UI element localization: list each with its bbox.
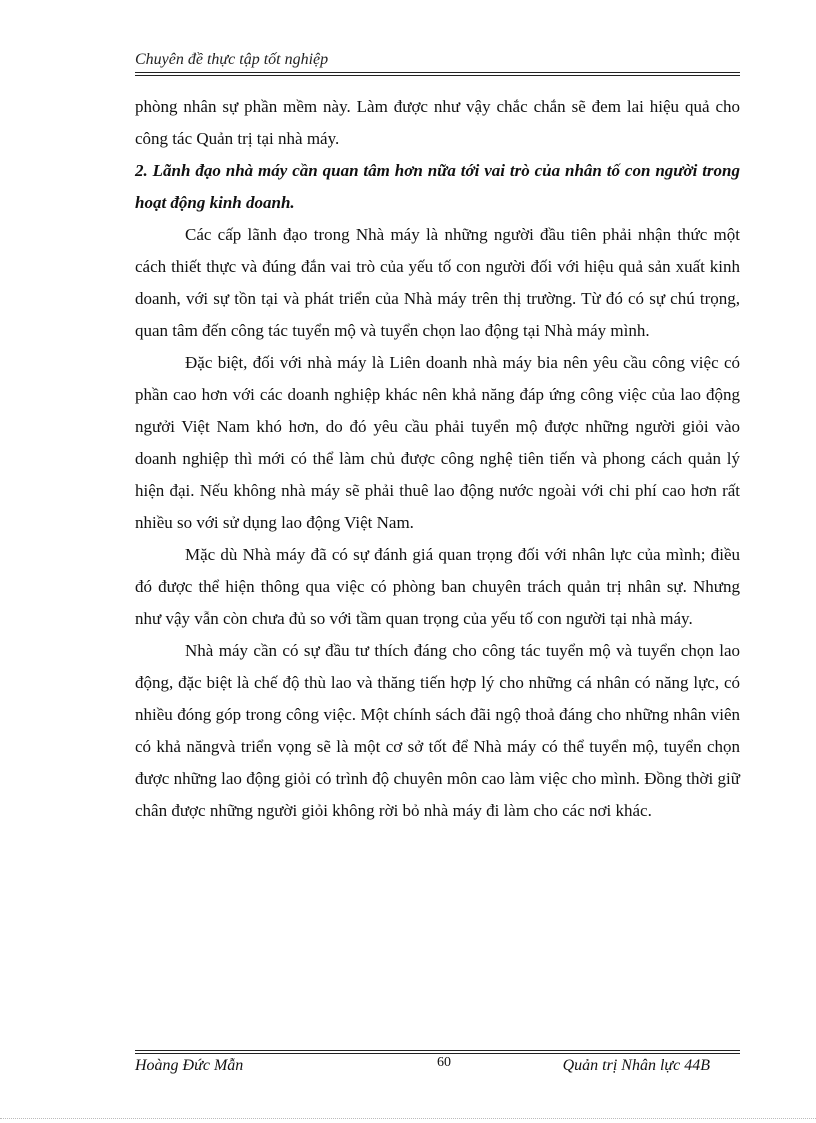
paragraph: Đặc biệt, đối với nhà máy là Liên doanh nhà máy bia nên yêu cầu công việc có phần cao hơn với các doanh nghiệp khác nên khả năng đáp ứng công việc của lao động ngưởi Việt Nam khó hơn, do đó yêu cầu phải tuyển mộ được những người giỏi vào doanh nghiệp thì mới có thể làm chủ được công nghệ tiên tiến và phong cách quản lý hiện đại. Nếu không nhà máy sẽ phải thuê lao động nước ngoài với chi phí cao hơn rất nhiều so với sử dụng lao động Việt Nam. [135, 353, 740, 532]
document-body [135, 91, 740, 827]
header-rule [135, 72, 740, 76]
paragraph-continued: phòng nhân sự phần mềm này. Làm được như vậy chắc chắn sẽ đem lai hiệu quả cho công tác Quản trị tại nhà máy. [135, 97, 740, 148]
footer-course: Quản trị Nhân lực 44B [562, 1057, 710, 1074]
page-footer [135, 1050, 740, 1079]
paragraph: Các cấp lãnh đạo trong Nhà máy là những người đầu tiên phải nhận thức một cách thiết thực và đúng đắn vai trò của yếu tố con người đối với hiệu quả sản xuất kinh doanh, với sự tồn tại và phát triển của Nhà máy trên thị trường. Từ đó có sự chú trọng, quan tâm đến công tác tuyển mộ và tuyển chọn lao động tại Nhà máy mình. [135, 225, 740, 340]
header-title: Chuyên đề thực tập tốt nghiệp [135, 51, 329, 68]
paragraph: Mặc dù Nhà máy đã có sự đánh giá quan trọng đối với nhân lực của mình; điều đó được thể hiện thông qua việc có phòng ban chuyên trách quản trị nhân sự. Nhưng như vậy vẫn còn chưa đủ so với tầm quan trọng của yếu tố con người tại nhà máy. [135, 545, 740, 628]
footer-author: Hoàng Đức Mẫn [135, 1057, 244, 1074]
section-heading: 2. Lãnh đạo nhà máy cần quan tâm hơn nữa tới vai trò của nhân tố con người trong hoạt động kinh doanh. [135, 161, 740, 212]
page-number: 60 [437, 1055, 451, 1070]
page-edge-divider [0, 1118, 816, 1119]
page-header [135, 50, 740, 76]
paragraph: Nhà máy cần có sự đầu tư thích đáng cho công tác tuyển mộ và tuyển chọn lao động, đặc biệt là chế độ thù lao và thăng tiến hợp lý cho những cá nhân có năng lực, có nhiều đóng góp trong công việc. Một chính sách đãi ngộ thoả đáng cho những nhân viên có khả năngvà triển vọng sẽ là một cơ sở tốt để Nhà máy có thể tuyển mộ, tuyển chọn được những lao động giỏi có trình độ chuyên môn cao làm việc cho mình. Đồng thời giữ chân được những người giỏi không rời bỏ nhà máy đi làm cho các nơi khác. [135, 641, 740, 820]
footer-rule [135, 1050, 740, 1054]
